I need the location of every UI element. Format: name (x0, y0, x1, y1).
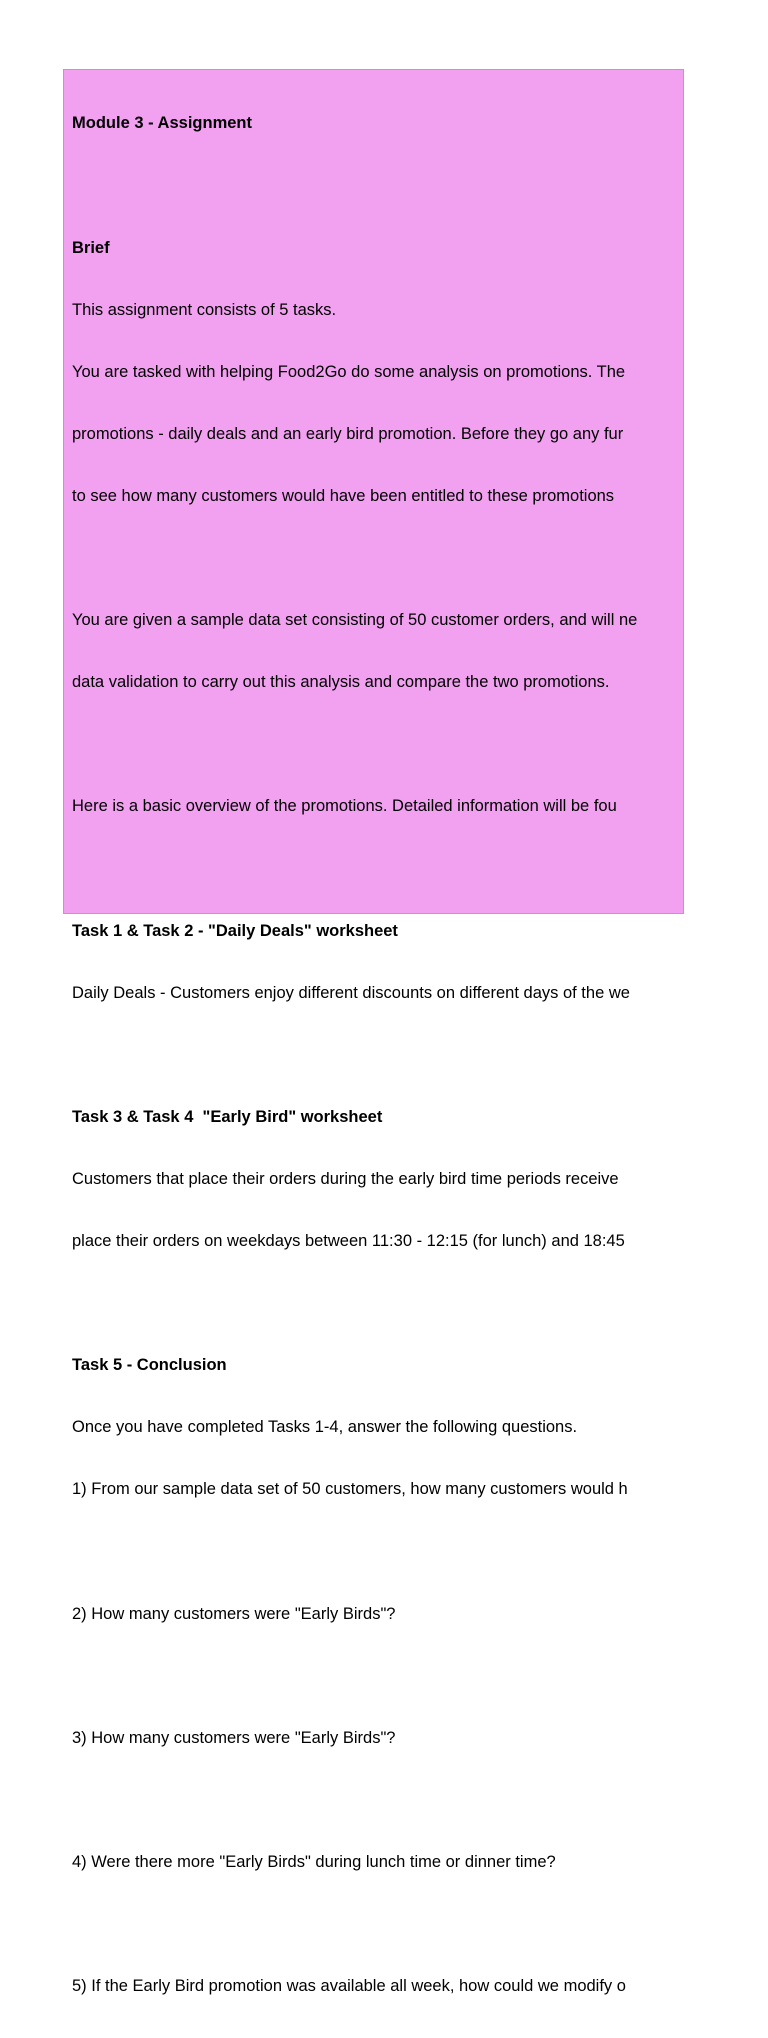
task12-heading: Task 1 & Task 2 - "Daily Deals" worksheet (72, 921, 398, 940)
task5-intro: Once you have completed Tasks 1-4, answer the following questions. (72, 1418, 578, 1437)
brief-line: You are given a sample data set consisting of 50 customer orders, and will ne (72, 611, 638, 630)
brief-line: This assignment consists of 5 tasks. (72, 300, 337, 319)
brief-line: data validation to carry out this analysis and compare the two promotions. (72, 673, 610, 692)
task12-line: Daily Deals - Customers enjoy different discounts on different days of the we (72, 983, 630, 1002)
assignment-cell[interactable] (63, 69, 684, 1996)
blank-line (72, 734, 637, 755)
task34-line: place their orders on weekdays between 11:30 - 12:15 (for lunch) and 18:45 (72, 1232, 625, 1251)
question-2: 2) How many customers were "Early Birds"? (72, 1604, 396, 1623)
blank-line (72, 1914, 637, 1935)
question-5: 5) If the Early Bird promotion was available all week, how could we modify o (72, 1977, 626, 1996)
blank-line (72, 1790, 637, 1811)
blank-line (72, 548, 637, 569)
question-3: 3) How many customers were "Early Birds"? (72, 1728, 396, 1747)
brief-line: Here is a basic overview of the promotions. Detailed information will be fou (72, 797, 617, 816)
question-1: 1) From our sample data set of 50 customers, how many customers would h (72, 1480, 628, 1499)
task34-line: Customers that place their orders during the early bird time periods receive (72, 1170, 619, 1188)
task34-heading: Task 3 & Task 4 "Early Bird" worksheet (72, 1107, 383, 1126)
blank-line (72, 1045, 637, 1066)
blank-line (72, 176, 637, 197)
brief-line: promotions - daily deals and an early bird promotion. Before they go any fur (72, 424, 624, 443)
blank-line (72, 1293, 637, 1314)
task5-heading: Task 5 - Conclusion (72, 1356, 227, 1375)
blank-line (72, 859, 637, 880)
blank-line (72, 1542, 637, 1563)
blank-line (72, 1666, 637, 1687)
module-title: Module 3 - Assignment (72, 114, 252, 133)
assignment-text (72, 72, 637, 2038)
brief-line: You are tasked with helping Food2Go do some analysis on promotions. The (72, 362, 626, 381)
brief-heading: Brief (72, 238, 110, 257)
question-4: 4) Were there more "Early Birds" during lunch time or dinner time? (72, 1853, 556, 1872)
brief-line: to see how many customers would have been entitled to these promotions (72, 486, 615, 505)
